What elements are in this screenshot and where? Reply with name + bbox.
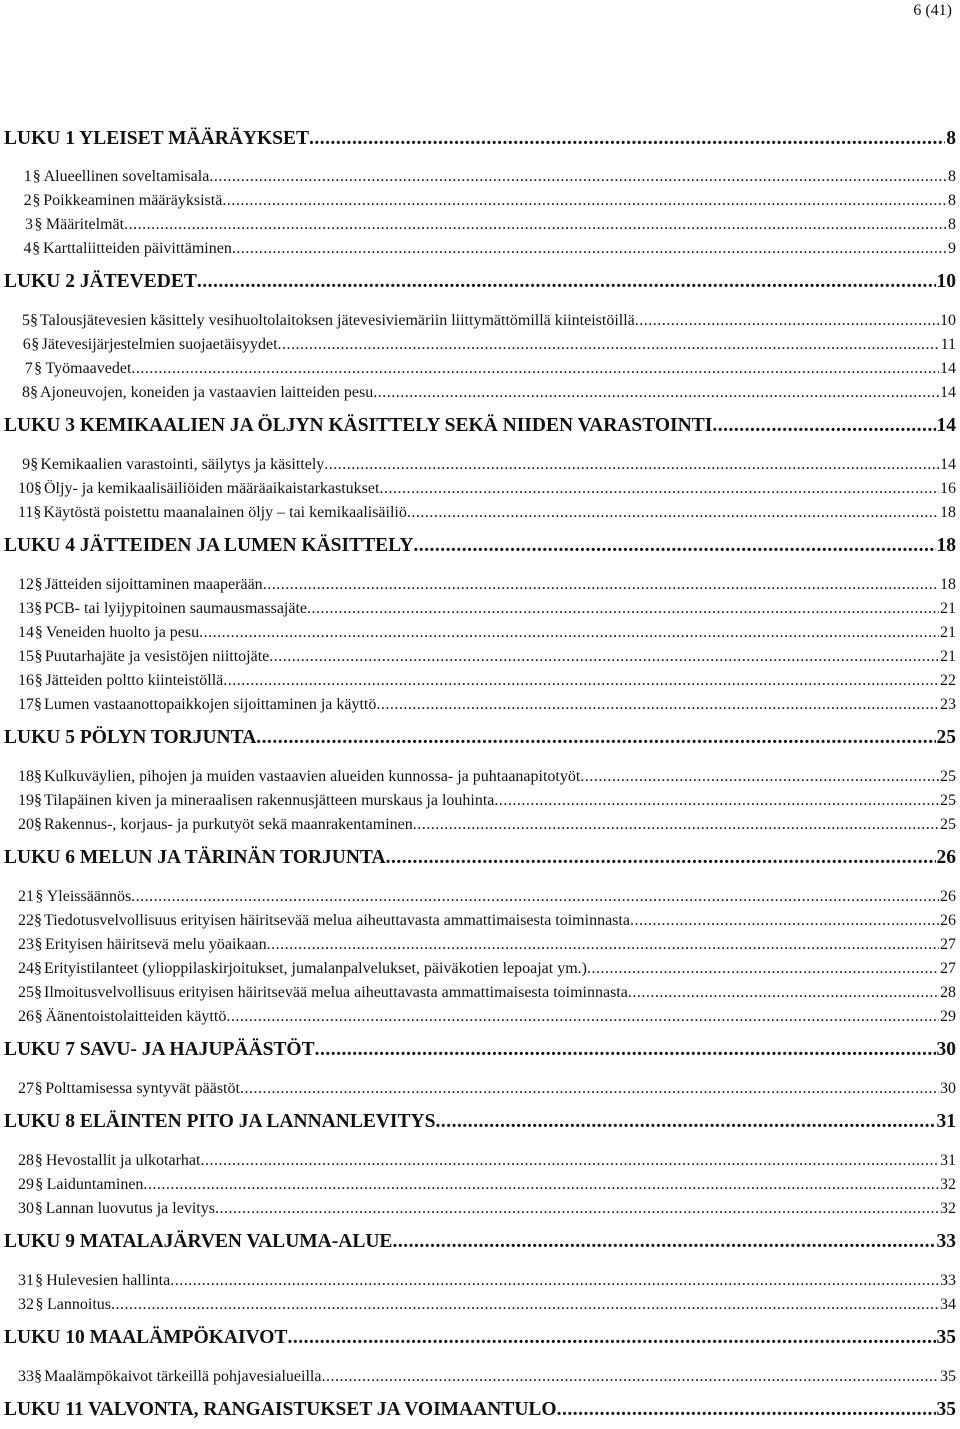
section-number: 14 [18, 624, 34, 641]
dot-leader [630, 912, 939, 930]
section-symbol: § [35, 1176, 44, 1193]
dot-leader [379, 480, 939, 498]
toc-chapter-entry[interactable] [4, 1111, 956, 1133]
section-title: Maalämpökaivot tärkeillä pohjavesialueilla [44, 1368, 322, 1385]
section-number: 4 [23, 240, 32, 257]
section-symbol: § [35, 1272, 44, 1289]
section-symbol: § [34, 672, 43, 689]
section-title: Tiedotusvelvollisuus erityisen häiritsevää melua aiheuttavasta ammattimaisesta toiminnasta [44, 912, 630, 929]
page-reference: 21 [940, 624, 956, 641]
section-number: 26 [18, 1008, 34, 1025]
section-symbol: § [35, 1296, 44, 1313]
section-number: 18 [18, 768, 34, 785]
chapter-title: LUKU 8 ELÄINTEN PITO JA LANNANLEVITYS [4, 1111, 436, 1132]
section-number: 19 [18, 792, 34, 809]
section-number: 17 [18, 696, 34, 713]
section-title: Veneiden huolto ja pesu [45, 624, 200, 641]
section-number: 21 [18, 888, 34, 905]
section-title: Öljy- ja kemikaalisäiliöiden määräaikaistarkastukset [44, 480, 380, 497]
dot-leader [435, 1111, 935, 1133]
toc-section-entry[interactable] [4, 600, 956, 618]
toc-section-entry[interactable] [4, 1200, 956, 1218]
page-reference: 14 [936, 415, 956, 436]
page-reference: 22 [940, 672, 956, 689]
page-reference: 33 [936, 1231, 956, 1252]
page-reference: 25 [940, 768, 956, 785]
page-reference: 8 [948, 168, 956, 185]
chapter-title: LUKU 11 VALVONTA, RANGAISTUKSET JA VOIMAANTULO [4, 1399, 557, 1420]
section-number: 25 [18, 984, 34, 1001]
toc-chapter-entry[interactable] [4, 1327, 956, 1349]
dot-leader [315, 1039, 936, 1061]
toc-chapter-entry[interactable] [4, 1039, 956, 1061]
page-reference: 14 [940, 360, 957, 377]
section-number: 13 [18, 600, 34, 617]
page-reference: 28 [940, 984, 956, 1001]
page-reference: 26 [936, 847, 956, 868]
section-number: 7 [24, 360, 33, 377]
toc-section-entry[interactable] [4, 912, 956, 930]
page-reference: 18 [940, 504, 956, 521]
section-symbol: § [34, 816, 42, 833]
page-reference: 27 [940, 960, 956, 977]
toc-section-entry[interactable] [4, 1008, 956, 1026]
dot-leader [376, 696, 939, 714]
toc-section-entry[interactable] [4, 888, 956, 906]
section-title: Erityisen häiritsevä melu yöaikaan [44, 936, 267, 953]
dot-leader [269, 648, 939, 666]
section-symbol: § [32, 192, 41, 209]
section-symbol: § [32, 240, 41, 257]
toc-section-entry[interactable] [4, 672, 956, 690]
toc-section-entry[interactable] [4, 336, 956, 354]
section-title: Kulkuväylien, pihojen ja muiden vastaavien alueiden kunnossa- ja puhtaanapitotyöt [44, 768, 581, 785]
section-number: 1 [23, 168, 32, 185]
toc-section-entry[interactable] [4, 504, 956, 522]
toc-section-entry[interactable] [4, 576, 956, 594]
dot-leader [263, 576, 939, 594]
page-reference: 26 [940, 888, 956, 905]
section-symbol: § [34, 624, 43, 641]
dot-leader [309, 128, 945, 150]
section-number: 31 [18, 1272, 34, 1289]
section-title: Hulevesien hallinta [46, 1272, 171, 1289]
page-reference: 8 [948, 216, 957, 233]
dot-leader [111, 1296, 939, 1314]
toc-section-entry[interactable] [4, 1152, 956, 1170]
section-title: Työmaavedet [45, 360, 132, 377]
section-title: Ajoneuvojen, koneiden ja vastaavien laitteiden pesu [40, 384, 374, 401]
chapter-title: LUKU 9 MATALAJÄRVEN VALUMA-ALUE [4, 1231, 393, 1252]
section-symbol: § [34, 1152, 43, 1169]
page-reference: 9 [948, 240, 956, 257]
section-title: Käytöstä poistettu maanalainen öljy – tai kemikaalisäiliö [43, 504, 407, 521]
page-reference: 23 [940, 696, 956, 713]
toc-chapter-entry[interactable] [4, 535, 956, 557]
section-title: Ilmoitusvelvollisuus erityisen häiritsevää melua aiheuttavasta ammattimaisesta toiminnasta [44, 984, 628, 1001]
page-reference: 11 [940, 336, 956, 353]
dot-leader [712, 415, 935, 437]
dot-leader [580, 768, 939, 786]
section-number: 9 [22, 456, 31, 473]
section-number: 3 [24, 216, 33, 233]
dot-leader [557, 1399, 936, 1421]
page-reference: 21 [940, 600, 956, 617]
page-reference: 8 [946, 128, 956, 149]
dot-leader [222, 192, 947, 210]
dot-leader [199, 624, 939, 642]
toc-section-entry[interactable] [4, 1368, 956, 1386]
section-symbol: § [33, 504, 42, 521]
dot-leader [232, 240, 947, 258]
dot-leader [635, 312, 939, 330]
section-symbol: § [35, 888, 44, 905]
dot-leader [124, 216, 947, 234]
section-symbol: § [30, 384, 38, 401]
section-title: Lumen vastaanottopaikkojen sijoittaminen ja käyttö [44, 696, 377, 713]
dot-leader [413, 816, 939, 834]
dot-leader [392, 1231, 935, 1253]
toc-section-entry[interactable] [4, 1296, 956, 1314]
toc-section-entry[interactable] [4, 648, 956, 666]
section-number: 6 [22, 336, 31, 353]
section-number: 33 [18, 1368, 34, 1385]
dot-leader [131, 360, 939, 378]
toc-section-entry[interactable] [4, 384, 956, 402]
toc-section-entry[interactable] [4, 192, 956, 210]
dot-leader [209, 168, 947, 186]
dot-leader [321, 1368, 939, 1386]
page-reference: 10 [936, 271, 956, 292]
section-symbol: § [34, 576, 43, 593]
page-reference: 35 [936, 1399, 956, 1420]
section-title: Laiduntaminen [46, 1176, 144, 1193]
dot-leader [267, 936, 939, 954]
section-symbol: § [34, 984, 42, 1001]
section-number: 20 [18, 816, 34, 833]
section-title: Lannoitus [47, 1296, 111, 1313]
section-title: Hevostallit ja ulkotarhat [45, 1152, 201, 1169]
section-number: 2 [23, 192, 32, 209]
section-number: 5 [22, 312, 30, 329]
page-reference: 35 [940, 1368, 956, 1385]
toc-section-entry[interactable] [4, 456, 956, 474]
page-reference: 18 [940, 576, 956, 593]
page-reference: 34 [940, 1296, 956, 1313]
section-title: Kemikaalien varastointi, säilytys ja käsittely [40, 456, 325, 473]
section-symbol: § [34, 768, 42, 785]
section-number: 22 [18, 912, 34, 929]
toc-section-entry[interactable] [4, 696, 956, 714]
toc-chapter-entry[interactable] [4, 415, 956, 437]
dot-leader [240, 1080, 939, 1098]
section-title: Tilapäinen kiven ja mineraalisen rakennusjätteen murskaus ja louhinta [44, 792, 495, 809]
section-number: 30 [18, 1200, 34, 1217]
page-reference: 8 [948, 192, 956, 209]
toc-section-entry[interactable] [4, 792, 956, 810]
section-symbol: § [34, 1008, 43, 1025]
dot-leader [494, 792, 939, 810]
section-title: Karttaliitteiden päivittäminen [43, 240, 232, 257]
section-title: PCB- tai lyijypitoinen saumausmassajäte [44, 600, 308, 617]
dot-leader [143, 1176, 939, 1194]
section-number: 15 [18, 648, 34, 665]
page-reference: 21 [940, 648, 956, 665]
toc-section-entry[interactable] [4, 480, 956, 498]
section-symbol: § [34, 912, 42, 929]
chapter-title: LUKU 1 YLEISET MÄÄRÄYKSET [4, 128, 310, 149]
chapter-title: LUKU 2 JÄTEVEDET [4, 271, 197, 292]
toc-chapter-entry[interactable] [4, 128, 956, 150]
page-reference: 18 [936, 535, 956, 556]
section-number: 10 [18, 480, 34, 497]
section-number: 23 [18, 936, 34, 953]
section-number: 8 [22, 384, 30, 401]
page-reference: 25 [940, 792, 956, 809]
dot-leader [215, 1200, 939, 1218]
section-symbol: § [32, 168, 41, 185]
page-reference: 29 [940, 1008, 956, 1025]
page-reference: 31 [940, 1152, 956, 1169]
dot-leader [413, 535, 935, 557]
toc-section-entry[interactable] [4, 1176, 956, 1194]
page-reference: 35 [936, 1327, 956, 1348]
section-symbol: § [31, 336, 40, 353]
section-number: 32 [18, 1296, 34, 1313]
section-symbol: § [34, 216, 43, 233]
section-symbol: § [34, 960, 42, 977]
section-title: Poikkeaminen määräyksistä [43, 192, 223, 209]
section-title: Lannan luovutus ja levitys [45, 1200, 215, 1217]
page-reference: 32 [940, 1200, 956, 1217]
page-reference: 25 [940, 816, 956, 833]
toc-chapter-entry[interactable] [4, 847, 956, 869]
section-symbol: § [34, 648, 43, 665]
section-title: Talousjätevesien käsittely vesihuoltolaitoksen jätevesiviemäriin liittymättömillä kiinteistöillä [40, 312, 635, 329]
page-reference: 16 [940, 480, 956, 497]
toc-section-entry[interactable] [4, 1272, 956, 1290]
section-number: 16 [18, 672, 34, 689]
section-title: Alueellinen soveltamisala [43, 168, 210, 185]
page-reference: 26 [940, 912, 956, 929]
section-title: Jätteiden sijoittaminen maaperään [44, 576, 263, 593]
page-number: 6 (41) [913, 2, 952, 19]
dot-leader [307, 600, 939, 618]
section-number: 12 [18, 576, 34, 593]
section-title: Yleissäännös [46, 888, 132, 905]
dot-leader [170, 1272, 939, 1290]
dot-leader [373, 384, 939, 402]
dot-leader [197, 271, 936, 293]
chapter-title: LUKU 3 KEMIKAALIEN JA ÖLJYN KÄSITTELY SEKÄ NIIDEN VARASTOINTI [4, 415, 713, 436]
section-title: Määritelmät [45, 216, 125, 233]
page-reference: 14 [940, 384, 956, 401]
dot-leader [131, 888, 939, 906]
chapter-title: LUKU 10 MAALÄMPÖKAIVOT [4, 1327, 288, 1348]
section-number: 29 [18, 1176, 34, 1193]
dot-leader [256, 727, 935, 749]
dot-leader [287, 1327, 935, 1349]
page-reference: 32 [940, 1176, 956, 1193]
dot-leader [587, 960, 939, 978]
section-symbol: § [34, 1200, 43, 1217]
page-reference: 10 [940, 312, 956, 329]
section-symbol: § [34, 360, 43, 377]
section-number: 27 [18, 1080, 34, 1097]
chapter-title: LUKU 6 MELUN JA TÄRINÄN TORJUNTA [4, 847, 386, 868]
section-title: Jätteiden poltto kiinteistöllä [45, 672, 224, 689]
toc-section-entry[interactable] [4, 216, 956, 234]
page-reference: 27 [940, 936, 956, 953]
section-symbol: § [34, 600, 43, 617]
toc-section-entry[interactable] [4, 768, 956, 786]
section-symbol: § [34, 696, 42, 713]
section-symbol: § [34, 936, 43, 953]
section-title: Puutarhajäte ja vesistöjen niittojäte [44, 648, 270, 665]
page-reference: 14 [940, 456, 957, 473]
toc-section-entry[interactable] [4, 936, 956, 954]
toc-section-entry[interactable] [4, 960, 956, 978]
chapter-title: LUKU 7 SAVU- JA HAJUPÄÄSTÖT [4, 1039, 315, 1060]
section-symbol: § [34, 792, 42, 809]
page-reference: 30 [936, 1039, 956, 1060]
toc-section-entry[interactable] [4, 1080, 956, 1098]
section-symbol: § [34, 480, 42, 497]
section-symbol: § [34, 1368, 43, 1385]
toc-section-entry[interactable] [4, 984, 956, 1002]
page-reference: 25 [936, 727, 956, 748]
dot-leader [386, 847, 936, 869]
toc-section-entry[interactable] [4, 168, 956, 186]
dot-leader [226, 1008, 939, 1026]
toc-chapter-entry[interactable] [4, 727, 956, 749]
dot-leader [278, 336, 940, 354]
chapter-title: LUKU 5 PÖLYN TORJUNTA [4, 727, 257, 748]
toc-chapter-entry[interactable] [4, 1399, 956, 1421]
dot-leader [200, 1152, 939, 1170]
section-symbol: § [34, 1080, 43, 1097]
section-number: 24 [18, 960, 34, 977]
section-symbol: § [30, 456, 39, 473]
section-title: Polttamisessa syntyvät päästöt [45, 1080, 240, 1097]
page-reference: 30 [940, 1080, 956, 1097]
dot-leader [324, 456, 939, 474]
section-number: 28 [18, 1152, 34, 1169]
toc-section-entry[interactable] [4, 312, 956, 330]
dot-leader [407, 504, 939, 522]
page-reference: 33 [940, 1272, 956, 1289]
section-number: 11 [18, 504, 34, 521]
toc-section-entry[interactable] [4, 240, 956, 258]
section-symbol: § [30, 312, 38, 329]
dot-leader [223, 672, 939, 690]
toc-section-entry[interactable] [4, 816, 956, 834]
section-title: Äänentoistolaitteiden käyttö [45, 1008, 227, 1025]
dot-leader [628, 984, 939, 1002]
toc-chapter-entry[interactable] [4, 271, 956, 293]
section-title: Rakennus-, korjaus- ja purkutyöt sekä maanrakentaminen [44, 816, 413, 833]
toc-section-entry[interactable] [4, 360, 956, 378]
toc-section-entry[interactable] [4, 624, 956, 642]
toc-chapter-entry[interactable] [4, 1231, 956, 1253]
section-title: Erityistilanteet (ylioppilaskirjoitukset, jumalanpalvelukset, päiväkotien lepoajat ym.) [44, 960, 587, 977]
chapter-title: LUKU 4 JÄTTEIDEN JA LUMEN KÄSITTELY [4, 535, 414, 556]
page-reference: 31 [936, 1111, 956, 1132]
section-title: Jätevesijärjestelmien suojaetäisyydet [41, 336, 278, 353]
